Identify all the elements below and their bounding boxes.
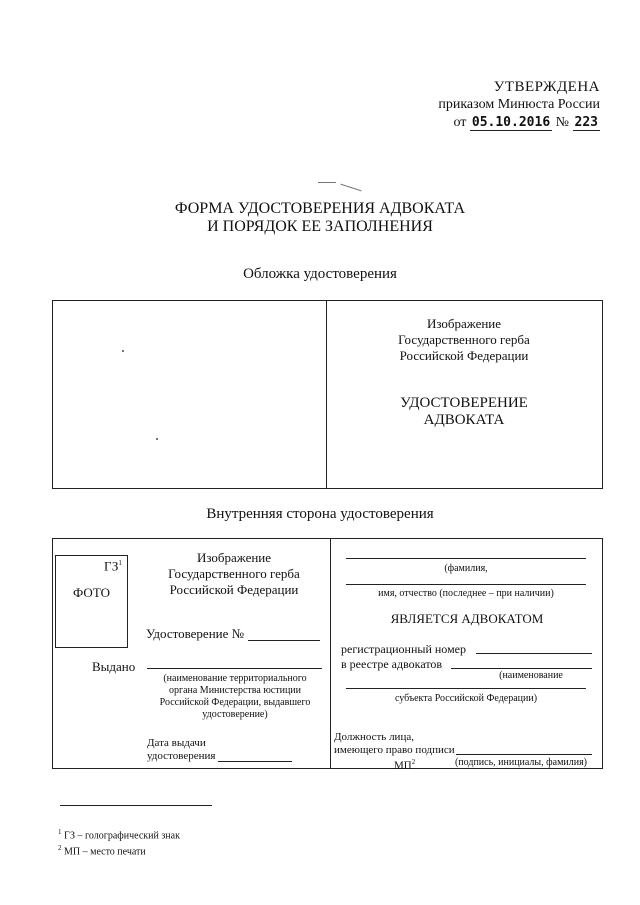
inside-emblem-line: Государственного герба <box>168 566 300 581</box>
surname-hint: (фамилия, <box>444 563 488 574</box>
is-lawyer-label: ЯВЛЯЕТСЯ АДВОКАТОМ <box>390 611 544 626</box>
footnotes <box>58 826 180 859</box>
approval-from: от <box>453 115 467 130</box>
issuer-hint-line: (наименование территориального <box>163 673 307 684</box>
signer-label-line: имеющего право подписи <box>334 744 455 756</box>
full-name-field[interactable] <box>346 584 586 585</box>
issuer-hint-line: органа Министерства юстиции <box>168 685 302 696</box>
approval-number-sign: № <box>555 115 570 130</box>
stamp-footnote-ref: 2 <box>411 758 416 766</box>
issuer-hint-line: Российской Федерации, выдавшего <box>159 697 311 708</box>
signer-label-line: Должность лица, <box>334 731 414 743</box>
cert-number-field[interactable] <box>248 640 320 641</box>
surname-field[interactable] <box>346 558 586 559</box>
inside-emblem-line: Изображение <box>196 550 272 565</box>
inside-divider <box>330 538 331 769</box>
photo-label: ФОТО <box>73 585 110 600</box>
cover-emblem-line: Государственного герба <box>398 332 530 347</box>
signature-field[interactable] <box>456 754 592 755</box>
subject-hint-2: субъекта Российской Федерации) <box>394 693 538 704</box>
cover-heading: Обложка удостоверения <box>243 266 397 282</box>
subject-hint-1: (наименование <box>499 670 563 681</box>
registry-label-line: регистрационный номер <box>341 642 466 656</box>
registry-label-line: в реестре адвокатов <box>341 657 443 671</box>
registry-number-field[interactable] <box>476 653 592 654</box>
issued-label: Выдано <box>92 659 136 674</box>
signer-label <box>334 731 455 757</box>
signature-hint: (подпись, инициалы, фамилия) <box>454 757 588 768</box>
document-title-line1: ФОРМА УДОСТОВЕРЕНИЯ АДВОКАТА <box>174 200 466 217</box>
cover-card-title-line: УДОСТОВЕРЕНИЕ <box>400 395 528 411</box>
inside-emblem-line: Российской Федерации <box>169 582 299 597</box>
cover-card-title-line: АДВОКАТА <box>423 412 505 428</box>
inside-heading: Внутренняя сторона удостоверения <box>206 506 434 522</box>
subject-field[interactable] <box>346 688 586 689</box>
issue-date-label-line: удостоверения <box>147 750 216 762</box>
stamp-label: МП <box>394 759 412 772</box>
cover-emblem-line: Изображение <box>426 316 502 331</box>
cover-emblem-placeholder <box>368 316 560 364</box>
inside-emblem-placeholder <box>140 550 328 598</box>
footnote-text: МП – место печати <box>64 846 146 858</box>
scan-mark <box>340 184 361 192</box>
issuer-hint-line: удостоверение) <box>202 709 268 720</box>
document-title-line2: И ПОРЯДОК ЕЕ ЗАПОЛНЕНИЯ <box>207 218 433 235</box>
footnote-separator <box>60 805 212 806</box>
cover-emblem-line: Российской Федерации <box>399 348 529 363</box>
issue-date-field[interactable] <box>218 761 292 762</box>
approval-number: 223 <box>574 115 598 130</box>
gz-footnote-ref: 1 <box>118 559 122 567</box>
issuer-hint <box>142 673 328 721</box>
scan-mark <box>318 182 336 183</box>
footnote-item <box>58 842 180 858</box>
registry-region-field[interactable] <box>451 668 592 669</box>
footnote-number: 1 <box>58 828 62 836</box>
issue-date-label-line: Дата выдачи <box>147 737 206 749</box>
approval-block <box>400 78 600 132</box>
issued-field[interactable] <box>147 668 322 669</box>
approval-title: УТВЕРЖДЕНА <box>493 79 600 95</box>
gz-mark <box>104 556 122 573</box>
approval-line: приказом Минюста России <box>438 97 600 112</box>
cover-card-title <box>368 395 560 429</box>
cert-number-label: Удостоверение № <box>146 626 245 641</box>
full-name-hint: имя, отчество (последнее – при наличии) <box>378 588 554 599</box>
approval-date: 05.10.2016 <box>471 115 551 130</box>
registry-label <box>341 642 466 672</box>
footnote-number: 2 <box>58 844 62 853</box>
gz-label: ГЗ <box>104 558 119 574</box>
issue-date-label <box>147 737 215 763</box>
approval-date-line <box>400 114 600 132</box>
cover-divider <box>326 300 327 489</box>
footnote-text: ГЗ – голографический знак <box>64 830 180 842</box>
stamp-place <box>394 755 415 773</box>
document-title <box>0 200 640 236</box>
footnote-item <box>58 826 180 842</box>
